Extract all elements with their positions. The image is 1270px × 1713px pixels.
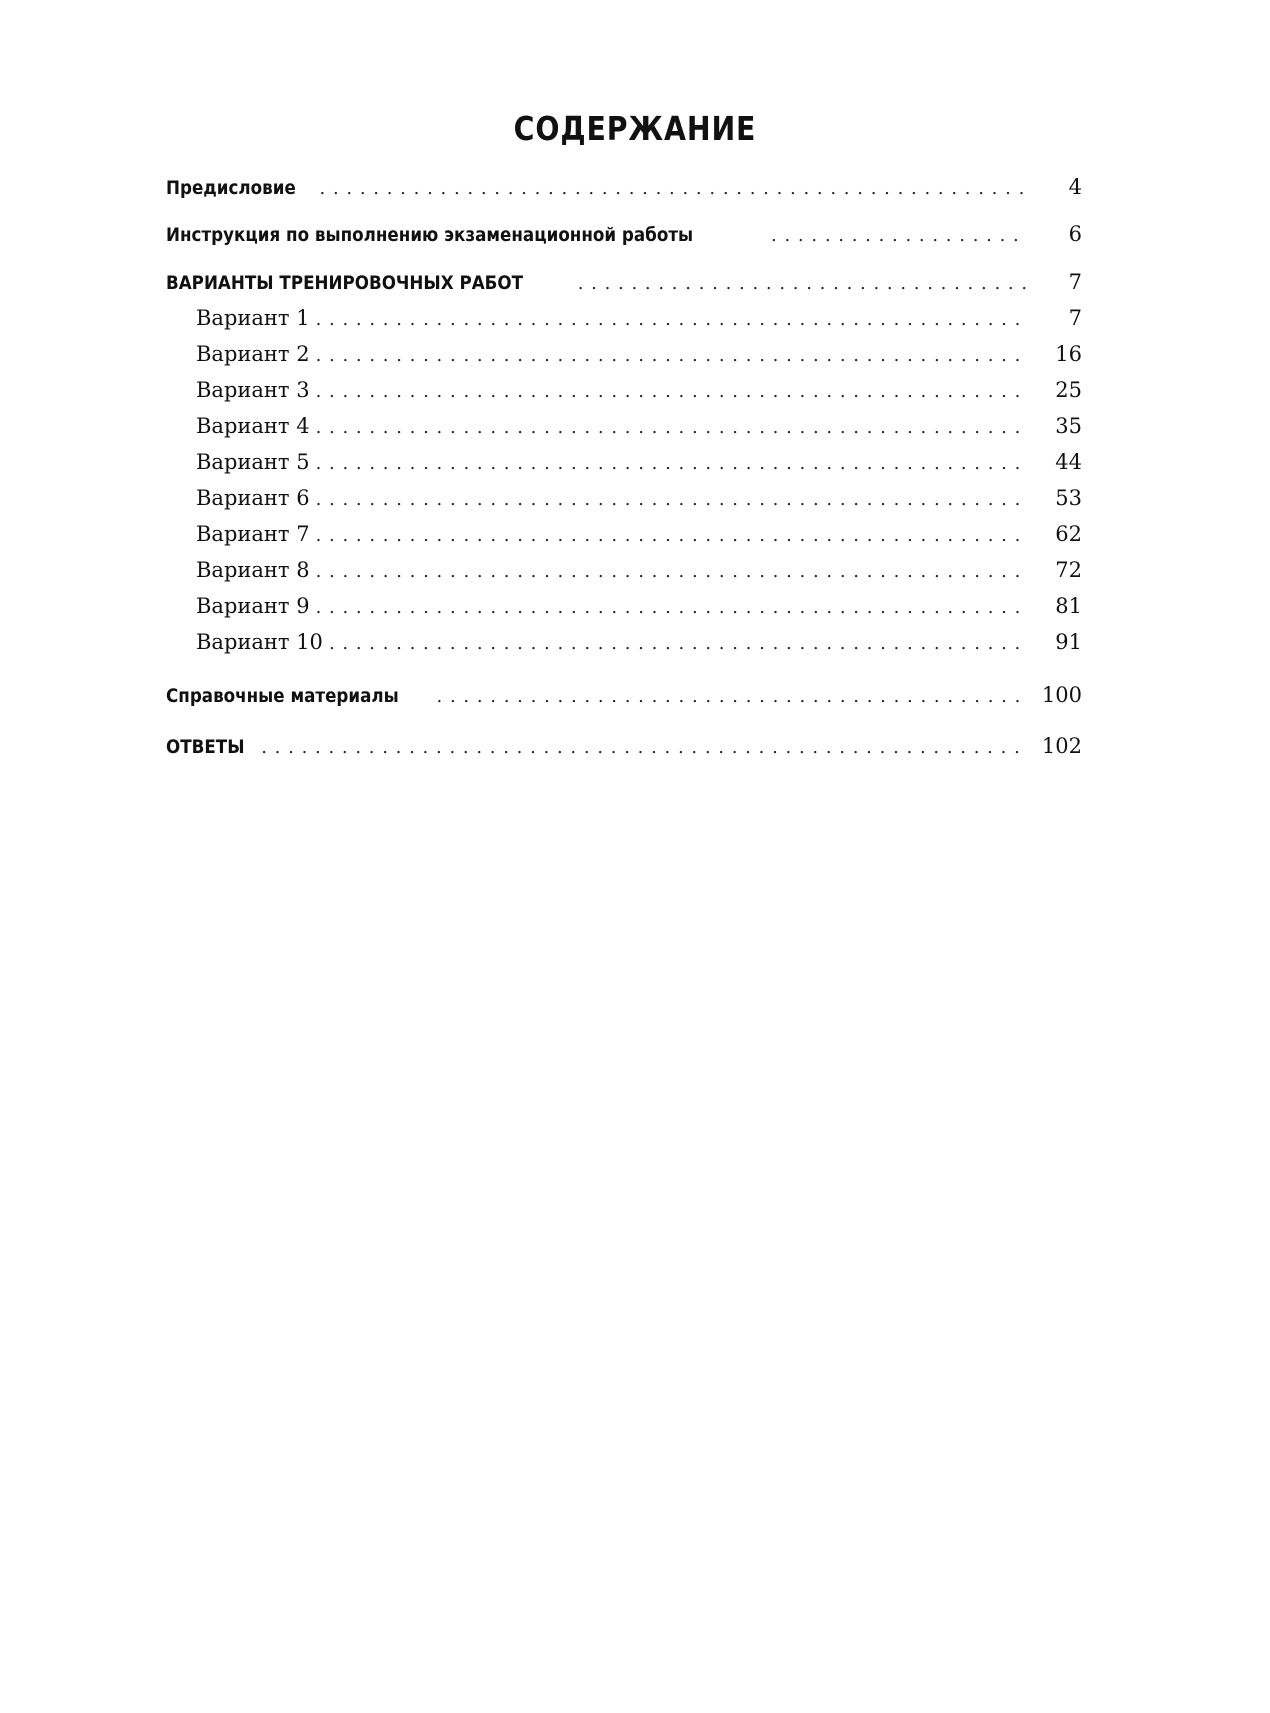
dot-leader — [329, 633, 1026, 654]
toc-entry-label: ОТВЕТЫ — [166, 736, 245, 758]
toc-entry-variant-3[interactable] — [166, 378, 1082, 412]
dot-leader — [316, 309, 1026, 330]
toc-entry-page: 44 — [1055, 450, 1082, 474]
dot-leader — [261, 737, 1026, 758]
dot-leader — [316, 417, 1026, 438]
toc-entry-page: 16 — [1055, 342, 1082, 366]
toc-entry-label: Инструкция по выполнению экзаменационной работы — [166, 224, 694, 246]
toc-entry-label: Вариант 1 — [196, 306, 310, 330]
dot-leader — [316, 561, 1026, 582]
dot-leader — [771, 225, 1026, 246]
toc-entry-label: Вариант 2 — [196, 342, 310, 366]
toc-entry-page: 4 — [1068, 175, 1082, 199]
dot-leader — [316, 489, 1026, 510]
toc-entry-variant-7[interactable] — [166, 522, 1082, 556]
toc-entry-variant-10[interactable] — [166, 630, 1082, 664]
dot-leader — [437, 686, 1026, 707]
toc-entry-page: 6 — [1068, 222, 1082, 246]
dot-leader — [316, 525, 1026, 546]
toc-entry-variant-9[interactable] — [166, 594, 1082, 628]
toc-title: СОДЕРЖАНИЕ — [513, 109, 757, 148]
toc-entry-variant-2[interactable] — [166, 342, 1082, 376]
toc-entry-variant-8[interactable] — [166, 558, 1082, 592]
dot-leader — [316, 345, 1026, 366]
toc-entry-answers[interactable] — [166, 734, 1082, 768]
toc-entry-variants-section[interactable] — [166, 270, 1082, 304]
toc-entry-page: 102 — [1041, 734, 1082, 758]
toc-entry-label: Вариант 5 — [196, 450, 310, 474]
toc-entry-page: 81 — [1055, 594, 1082, 618]
dot-leader — [578, 273, 1026, 294]
dot-leader — [316, 597, 1026, 618]
toc-entry-variant-1[interactable] — [166, 306, 1082, 340]
toc-entry-label: Вариант 8 — [196, 558, 310, 582]
toc-entry-label: Вариант 10 — [196, 630, 323, 654]
toc-entry-page: 72 — [1055, 558, 1082, 582]
dot-leader — [316, 453, 1026, 474]
toc-entry-reference-materials[interactable] — [166, 683, 1082, 717]
toc-entry-label: Вариант 6 — [196, 486, 310, 510]
toc-entry-page: 100 — [1041, 683, 1082, 707]
toc-entry-label: Вариант 9 — [196, 594, 310, 618]
toc-entry-page: 62 — [1055, 522, 1082, 546]
dot-leader — [316, 381, 1026, 402]
toc-entry-page: 91 — [1055, 630, 1082, 654]
toc-entry-label: ВАРИАНТЫ ТРЕНИРОВОЧНЫХ РАБОТ — [166, 272, 524, 294]
toc-entry-variant-5[interactable] — [166, 450, 1082, 484]
toc-entry-label: Вариант 3 — [196, 378, 310, 402]
toc-entry-page: 53 — [1055, 486, 1082, 510]
toc-entry-label: Вариант 4 — [196, 414, 310, 438]
toc-entry-page: 7 — [1068, 306, 1082, 330]
toc-entry-page: 35 — [1055, 414, 1082, 438]
toc-entry-page: 7 — [1068, 270, 1082, 294]
toc-entry-label: Предисловие — [166, 177, 296, 199]
toc-entry-page: 25 — [1055, 378, 1082, 402]
toc-entry-label: Справочные материалы — [166, 685, 399, 707]
toc-entry-preface[interactable] — [166, 175, 1082, 209]
dot-leader — [320, 178, 1026, 199]
toc-entry-variant-6[interactable] — [166, 486, 1082, 520]
toc-entry-variant-4[interactable] — [166, 414, 1082, 448]
toc-entry-label: Вариант 7 — [196, 522, 310, 546]
toc-entry-instructions[interactable] — [166, 222, 1082, 256]
